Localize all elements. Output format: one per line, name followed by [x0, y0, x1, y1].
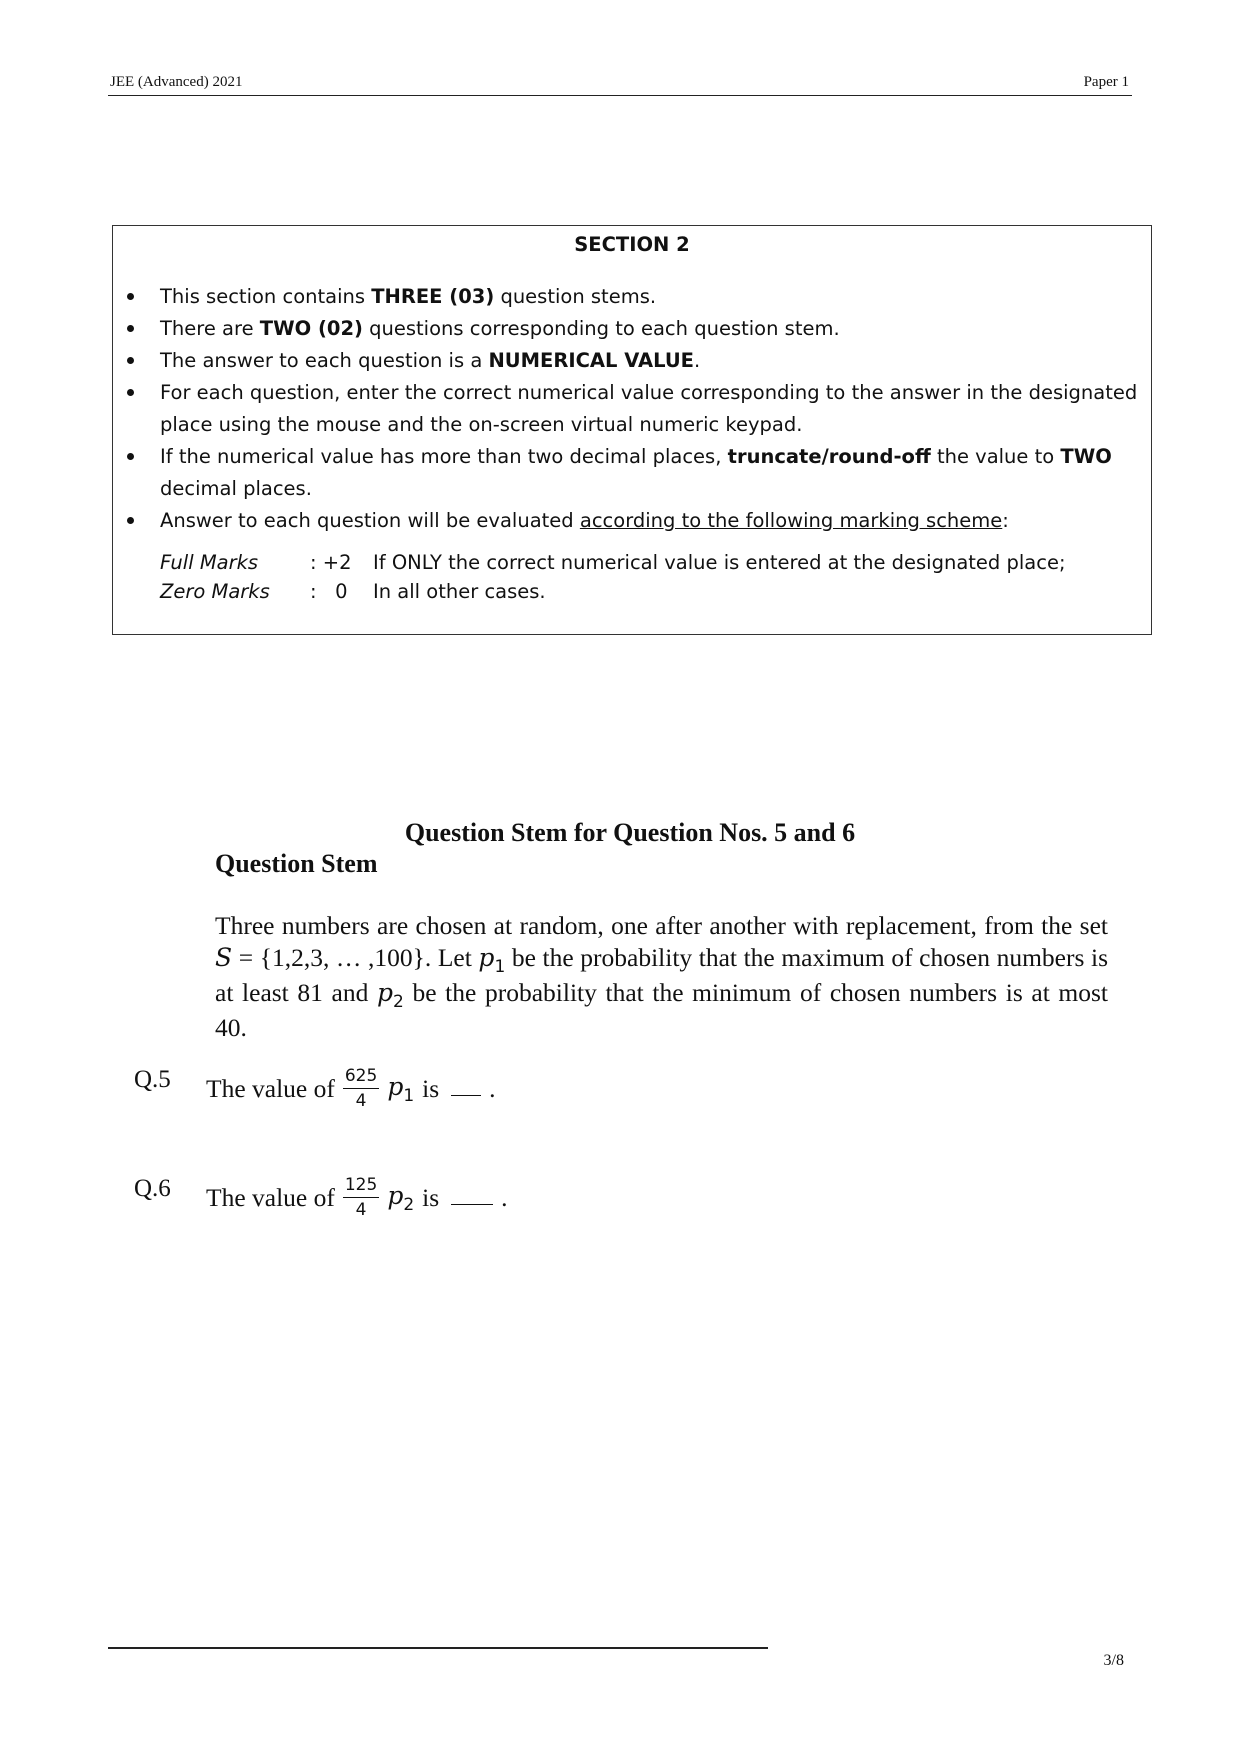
stem-subheading: Question Stem — [215, 849, 378, 878]
header-exam-title: JEE (Advanced) 2021 — [110, 74, 243, 90]
question-6-text: The value of $\frac{125}{4}$ $p_2$ is . — [206, 1175, 508, 1220]
instruction-item: For each question, enter the correct numerical value corresponding to the answer in the designated place using the mouse and the on-screen virtual numeric keypad. — [113, 377, 1170, 441]
answer-blank — [451, 1204, 493, 1205]
footer-divider — [108, 1647, 768, 1649]
question-number-6: Q.6 — [134, 1175, 171, 1202]
instruction-item: This section contains THREE (03) question stems. — [113, 281, 1000, 313]
stem-heading: Question Stem for Question Nos. 5 and 6 — [404, 818, 856, 847]
instruction-item: If the numerical value has more than two decimal places, truncate/round-off the value to TWO decimal places. — [113, 441, 1170, 505]
question-5-text: The value of $\frac{625}{4}$ $p_1$ is . — [206, 1066, 496, 1111]
header-divider — [108, 95, 1132, 96]
math-p1: $p_1$ — [478, 942, 506, 977]
answer-blank — [451, 1095, 481, 1096]
instruction-item: There are TWO (02) questions corresponding to each question stem. — [113, 313, 1000, 345]
fraction: $\frac{625}{4}$ — [344, 1066, 378, 1111]
math-p1: $p_1$ — [387, 1072, 415, 1106]
set-variable: S — [215, 942, 233, 972]
header-paper-label: Paper 1 — [1083, 74, 1129, 90]
fraction: $\frac{125}{4}$ — [344, 1175, 378, 1220]
page-number: 3/8 — [1103, 1652, 1124, 1669]
marking-description: If ONLY the correct numerical value is entered at the designated place; — [373, 551, 1066, 574]
instruction-list — [113, 281, 1170, 537]
marking-description: In all other cases. — [373, 580, 546, 603]
marking-label: Full Marks — [160, 551, 259, 574]
marking-value: : 0 — [310, 580, 348, 603]
instruction-item: The answer to each question is a NUMERICAL VALUE. — [113, 345, 1000, 377]
math-p2: $p_2$ — [377, 977, 404, 1012]
section-instructions-box — [112, 225, 1152, 635]
question-stem-text: Three numbers are chosen at random, one after another with replacement, from the set S = {1,2,3, … ,100}. Let $p_1$ be the probability that the maximum of chosen numbers is at least 81 and $p_2$ be the probability that the minimum of chosen numbers is at most 40. — [215, 911, 1109, 1042]
math-p2: $p_2$ — [387, 1181, 415, 1215]
question-number-5: Q.5 — [134, 1066, 171, 1093]
instruction-item: Answer to each question will be evaluated according to the following marking scheme: — [113, 505, 1170, 537]
marking-value: : +2 — [310, 551, 352, 574]
section-title: SECTION 2 — [574, 233, 690, 256]
marking-label: Zero Marks — [160, 580, 270, 603]
